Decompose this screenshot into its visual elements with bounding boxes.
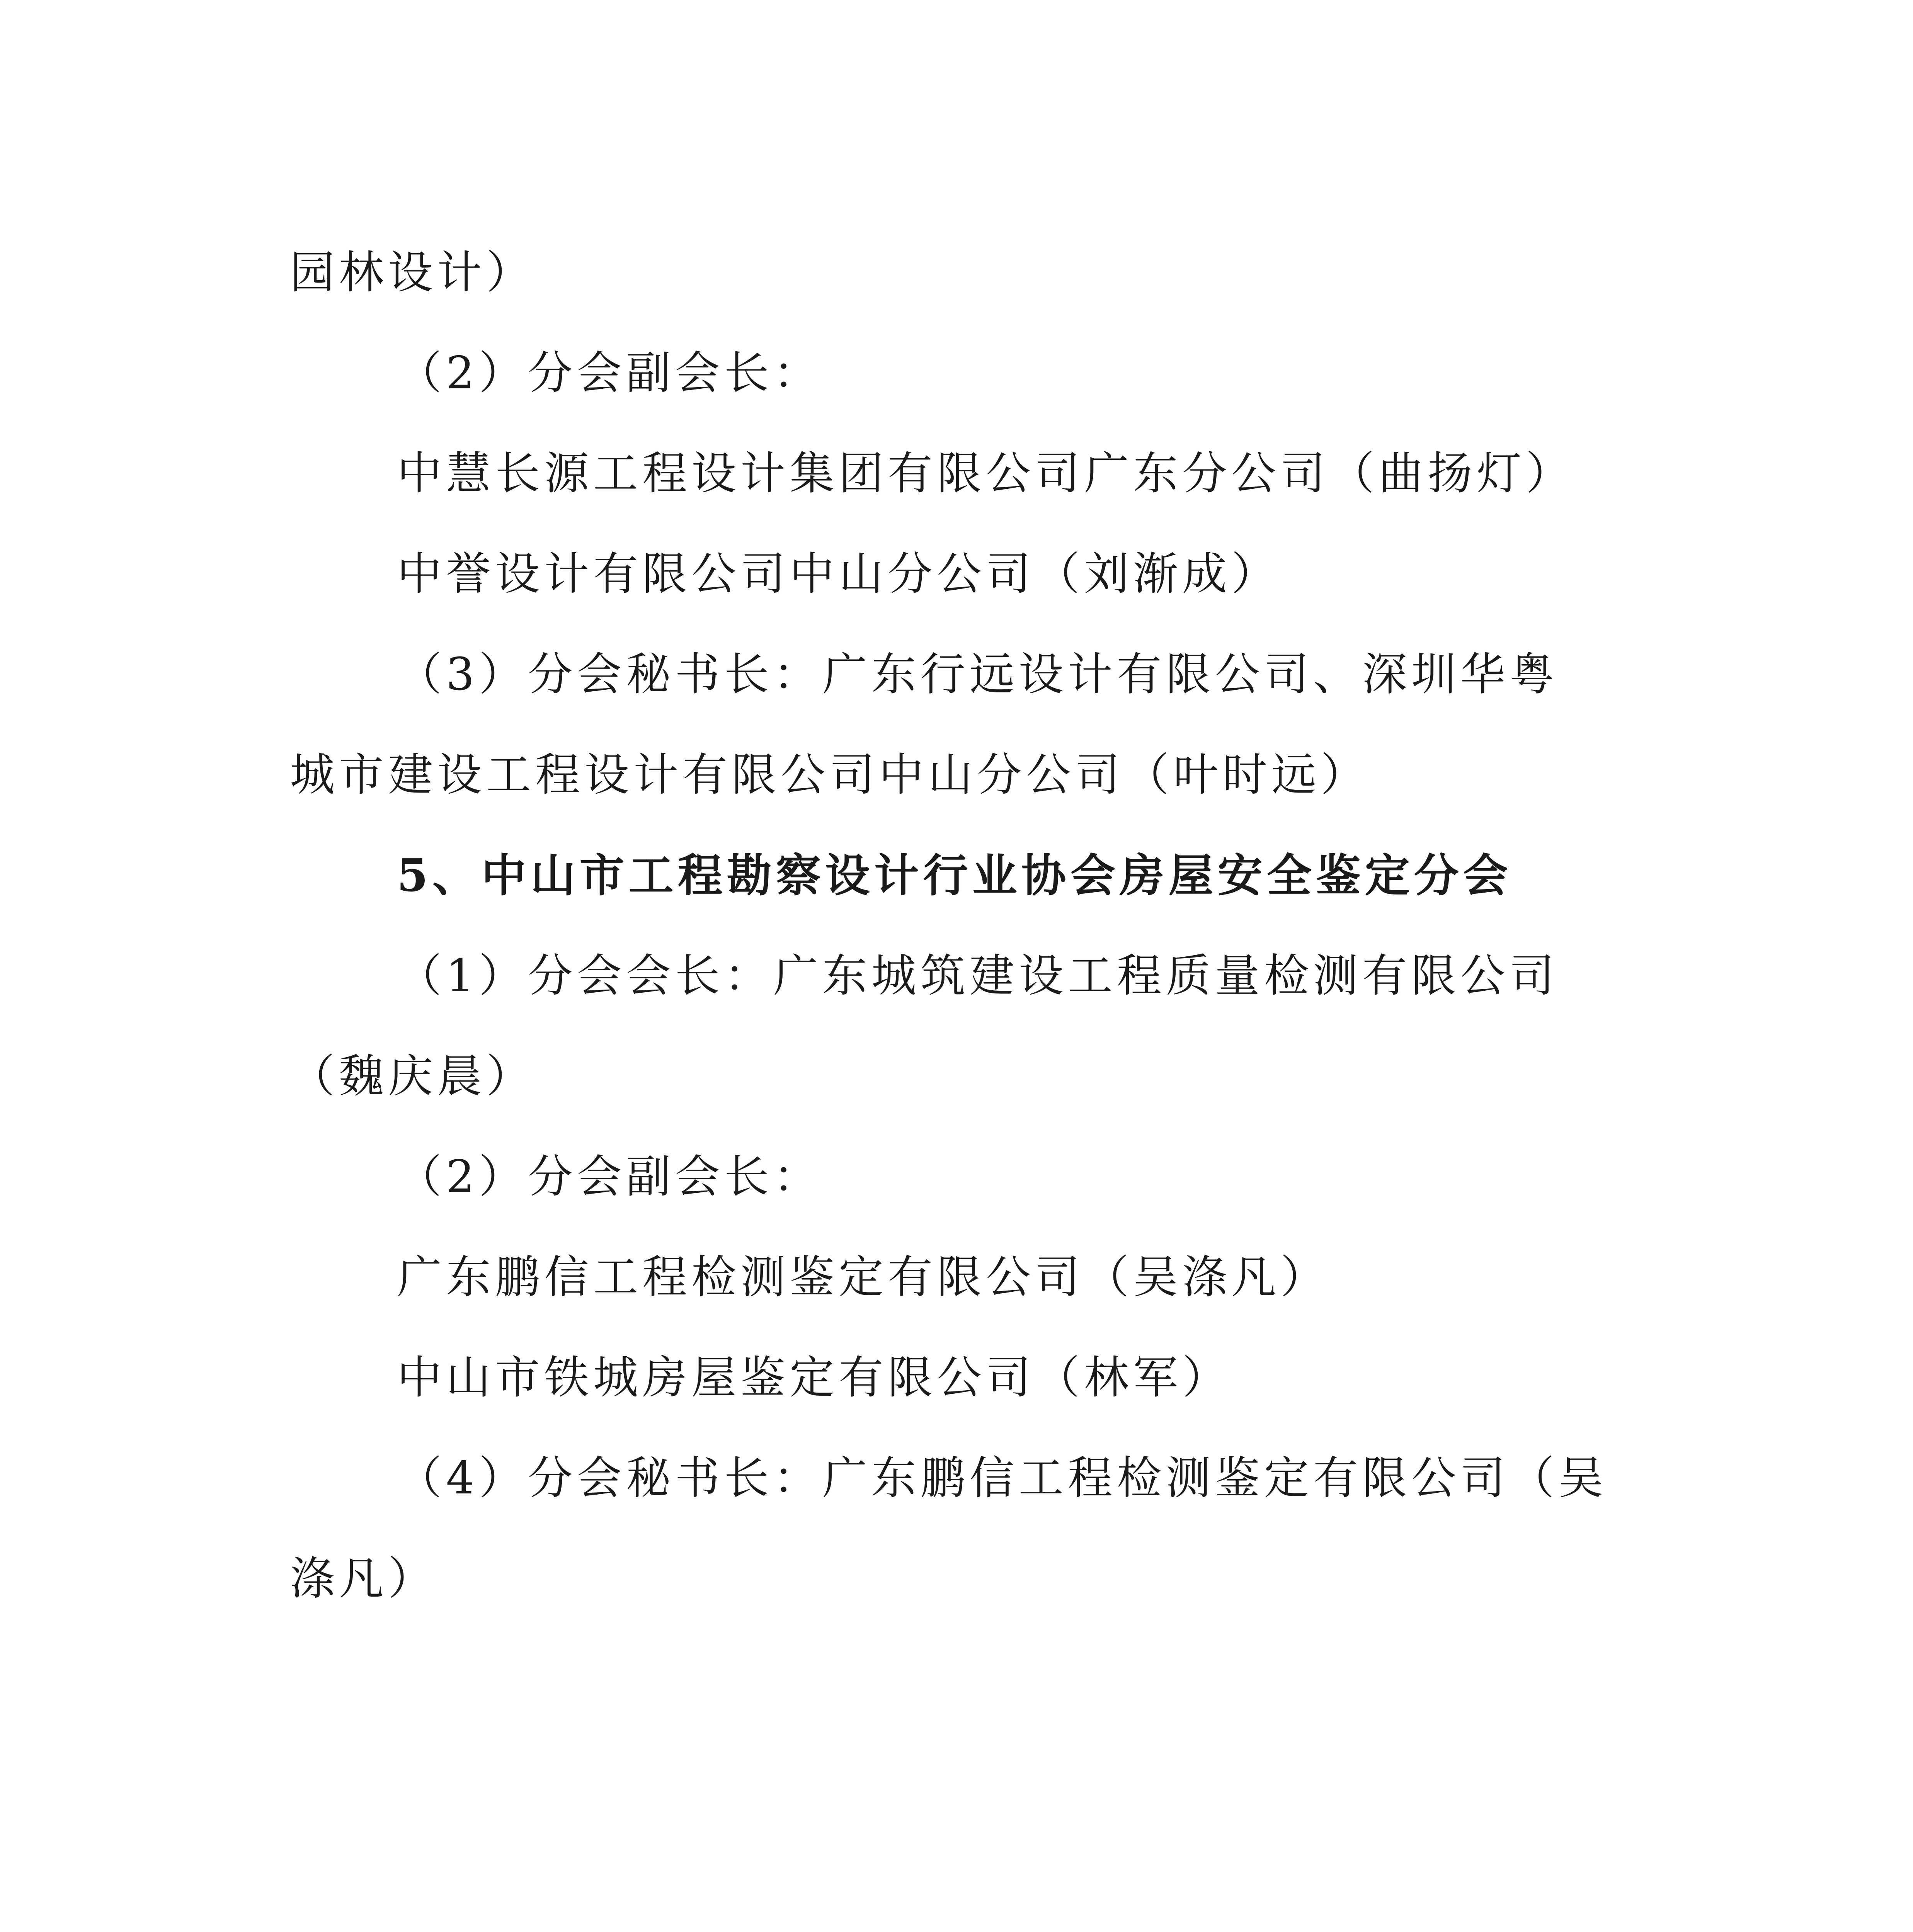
vice-president-entry: 中山市铁城房屋鉴定有限公司（林军） xyxy=(397,1352,1231,1404)
association-leader-signature-label xyxy=(290,1923,682,1932)
supervisor-signature-label xyxy=(1010,1923,1422,1932)
secretary-general-line-continued: 城市建设工程设计有限公司中山分公司（叶时远） xyxy=(290,749,1370,801)
vice-president-entry: 广东鹏信工程检测鉴定有限公司（吴涤凡） xyxy=(397,1251,1329,1303)
vice-president-label: （2）分会副会长： xyxy=(397,1151,822,1203)
document-body xyxy=(0,223,1913,1629)
vice-president-entry: 中慧长源工程设计集团有限公司广东分公司（曲扬灯） xyxy=(397,447,1575,500)
president-line: （1）分会会长：广东城筑建设工程质量检测有限公司 xyxy=(397,950,1559,1002)
vice-president-entry: 中誉设计有限公司中山分公司（刘渐成） xyxy=(397,548,1280,600)
secretary-general-line: （4）分会秘书长：广东鹏信工程检测鉴定有限公司（吴 xyxy=(397,1452,1608,1504)
secretary-general-line-continued: 涤凡） xyxy=(290,1553,437,1605)
vice-president-label: （2）分会副会长： xyxy=(397,347,822,399)
president-line-continued: （魏庆晨） xyxy=(290,1050,535,1102)
continuation-line: 园林设计） xyxy=(290,247,535,299)
secretary-general-line: （3）分会秘书长：广东行远设计有限公司、深圳华粤 xyxy=(397,648,1559,701)
section-heading: 5、中山市工程勘察设计行业协会房屋安全鉴定分会 xyxy=(397,849,1512,902)
